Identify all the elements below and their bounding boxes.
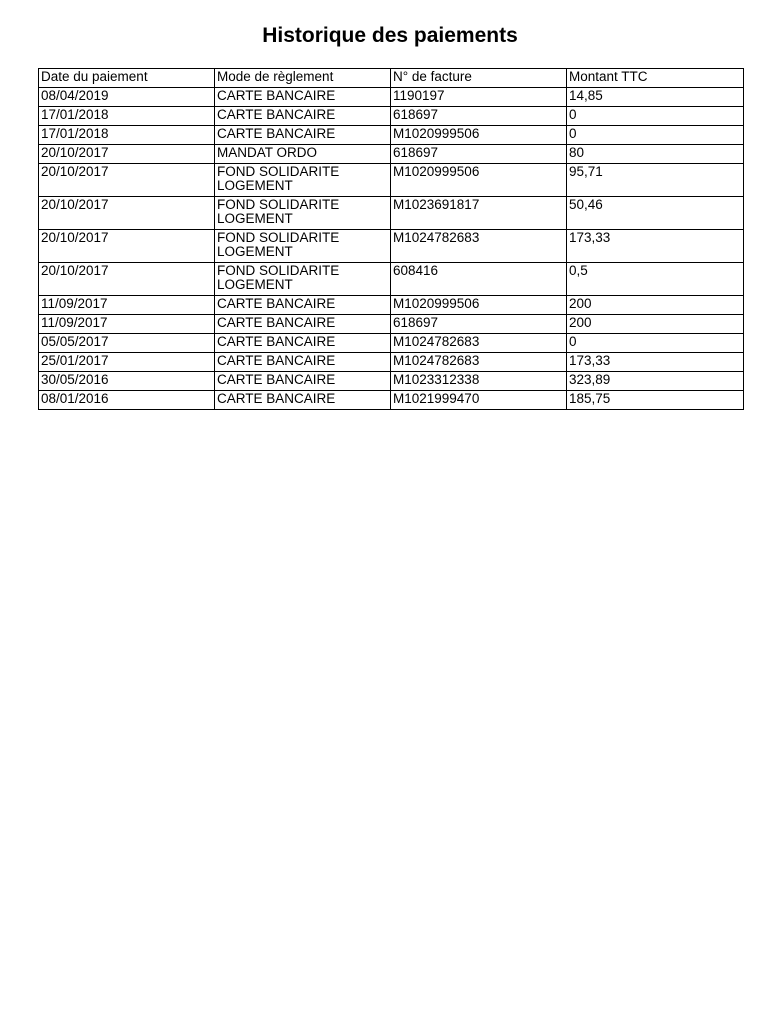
cell-payment-method: FOND SOLIDARITE LOGEMENT — [215, 263, 391, 296]
table-row — [39, 263, 744, 296]
cell-payment-method: CARTE BANCAIRE — [215, 88, 391, 107]
cell-invoice-number: M1020999506 — [391, 164, 567, 197]
cell-invoice-number: M1023312338 — [391, 372, 567, 391]
cell-invoice-number: M1023691817 — [391, 197, 567, 230]
cell-amount: 0,5 — [567, 263, 744, 296]
cell-amount: 0 — [567, 334, 744, 353]
cell-payment-method: CARTE BANCAIRE — [215, 372, 391, 391]
cell-date: 08/01/2016 — [39, 391, 215, 410]
cell-payment-method: CARTE BANCAIRE — [215, 353, 391, 372]
cell-date: 30/05/2016 — [39, 372, 215, 391]
table-row — [39, 372, 744, 391]
cell-payment-method: CARTE BANCAIRE — [215, 391, 391, 410]
table-row — [39, 164, 744, 197]
cell-invoice-number: 608416 — [391, 263, 567, 296]
table-row — [39, 107, 744, 126]
cell-amount: 185,75 — [567, 391, 744, 410]
table-row — [39, 315, 744, 334]
cell-date: 20/10/2017 — [39, 197, 215, 230]
cell-amount: 173,33 — [567, 230, 744, 263]
cell-invoice-number: 618697 — [391, 107, 567, 126]
table-row — [39, 145, 744, 164]
cell-amount: 200 — [567, 296, 744, 315]
cell-invoice-number: M1024782683 — [391, 230, 567, 263]
cell-invoice-number: M1024782683 — [391, 353, 567, 372]
cell-invoice-number: M1021999470 — [391, 391, 567, 410]
cell-amount: 200 — [567, 315, 744, 334]
table-row — [39, 296, 744, 315]
cell-payment-method: MANDAT ORDO — [215, 145, 391, 164]
cell-date: 17/01/2018 — [39, 107, 215, 126]
cell-date: 17/01/2018 — [39, 126, 215, 145]
table-row — [39, 126, 744, 145]
payments-table — [38, 68, 744, 410]
cell-invoice-number: 1190197 — [391, 88, 567, 107]
cell-date: 20/10/2017 — [39, 145, 215, 164]
table-header-row — [39, 69, 744, 88]
table-row — [39, 334, 744, 353]
cell-date: 20/10/2017 — [39, 230, 215, 263]
cell-date: 11/09/2017 — [39, 315, 215, 334]
cell-payment-method: FOND SOLIDARITE LOGEMENT — [215, 230, 391, 263]
cell-amount: 173,33 — [567, 353, 744, 372]
cell-invoice-number: M1020999506 — [391, 126, 567, 145]
cell-amount: 14,85 — [567, 88, 744, 107]
header-date: Date du paiement — [39, 69, 215, 88]
cell-amount: 50,46 — [567, 197, 744, 230]
cell-date: 05/05/2017 — [39, 334, 215, 353]
header-invoice-number: N° de facture — [391, 69, 567, 88]
cell-date: 08/04/2019 — [39, 88, 215, 107]
page-title: Historique des paiements — [262, 24, 518, 47]
header-amount: Montant TTC — [567, 69, 744, 88]
table-row — [39, 230, 744, 263]
cell-invoice-number: 618697 — [391, 315, 567, 334]
cell-amount: 0 — [567, 126, 744, 145]
cell-payment-method: CARTE BANCAIRE — [215, 126, 391, 145]
table-row — [39, 353, 744, 372]
cell-payment-method: CARTE BANCAIRE — [215, 334, 391, 353]
table-row — [39, 88, 744, 107]
cell-payment-method: FOND SOLIDARITE LOGEMENT — [215, 197, 391, 230]
cell-invoice-number: 618697 — [391, 145, 567, 164]
cell-amount: 80 — [567, 145, 744, 164]
table-row — [39, 197, 744, 230]
cell-amount: 0 — [567, 107, 744, 126]
cell-payment-method: CARTE BANCAIRE — [215, 315, 391, 334]
cell-payment-method: FOND SOLIDARITE LOGEMENT — [215, 164, 391, 197]
cell-payment-method: CARTE BANCAIRE — [215, 107, 391, 126]
cell-invoice-number: M1020999506 — [391, 296, 567, 315]
header-payment-method: Mode de règlement — [215, 69, 391, 88]
cell-date: 20/10/2017 — [39, 164, 215, 197]
cell-date: 11/09/2017 — [39, 296, 215, 315]
cell-amount: 323,89 — [567, 372, 744, 391]
table-row — [39, 391, 744, 410]
cell-payment-method: CARTE BANCAIRE — [215, 296, 391, 315]
cell-date: 20/10/2017 — [39, 263, 215, 296]
cell-amount: 95,71 — [567, 164, 744, 197]
cell-date: 25/01/2017 — [39, 353, 215, 372]
cell-invoice-number: M1024782683 — [391, 334, 567, 353]
